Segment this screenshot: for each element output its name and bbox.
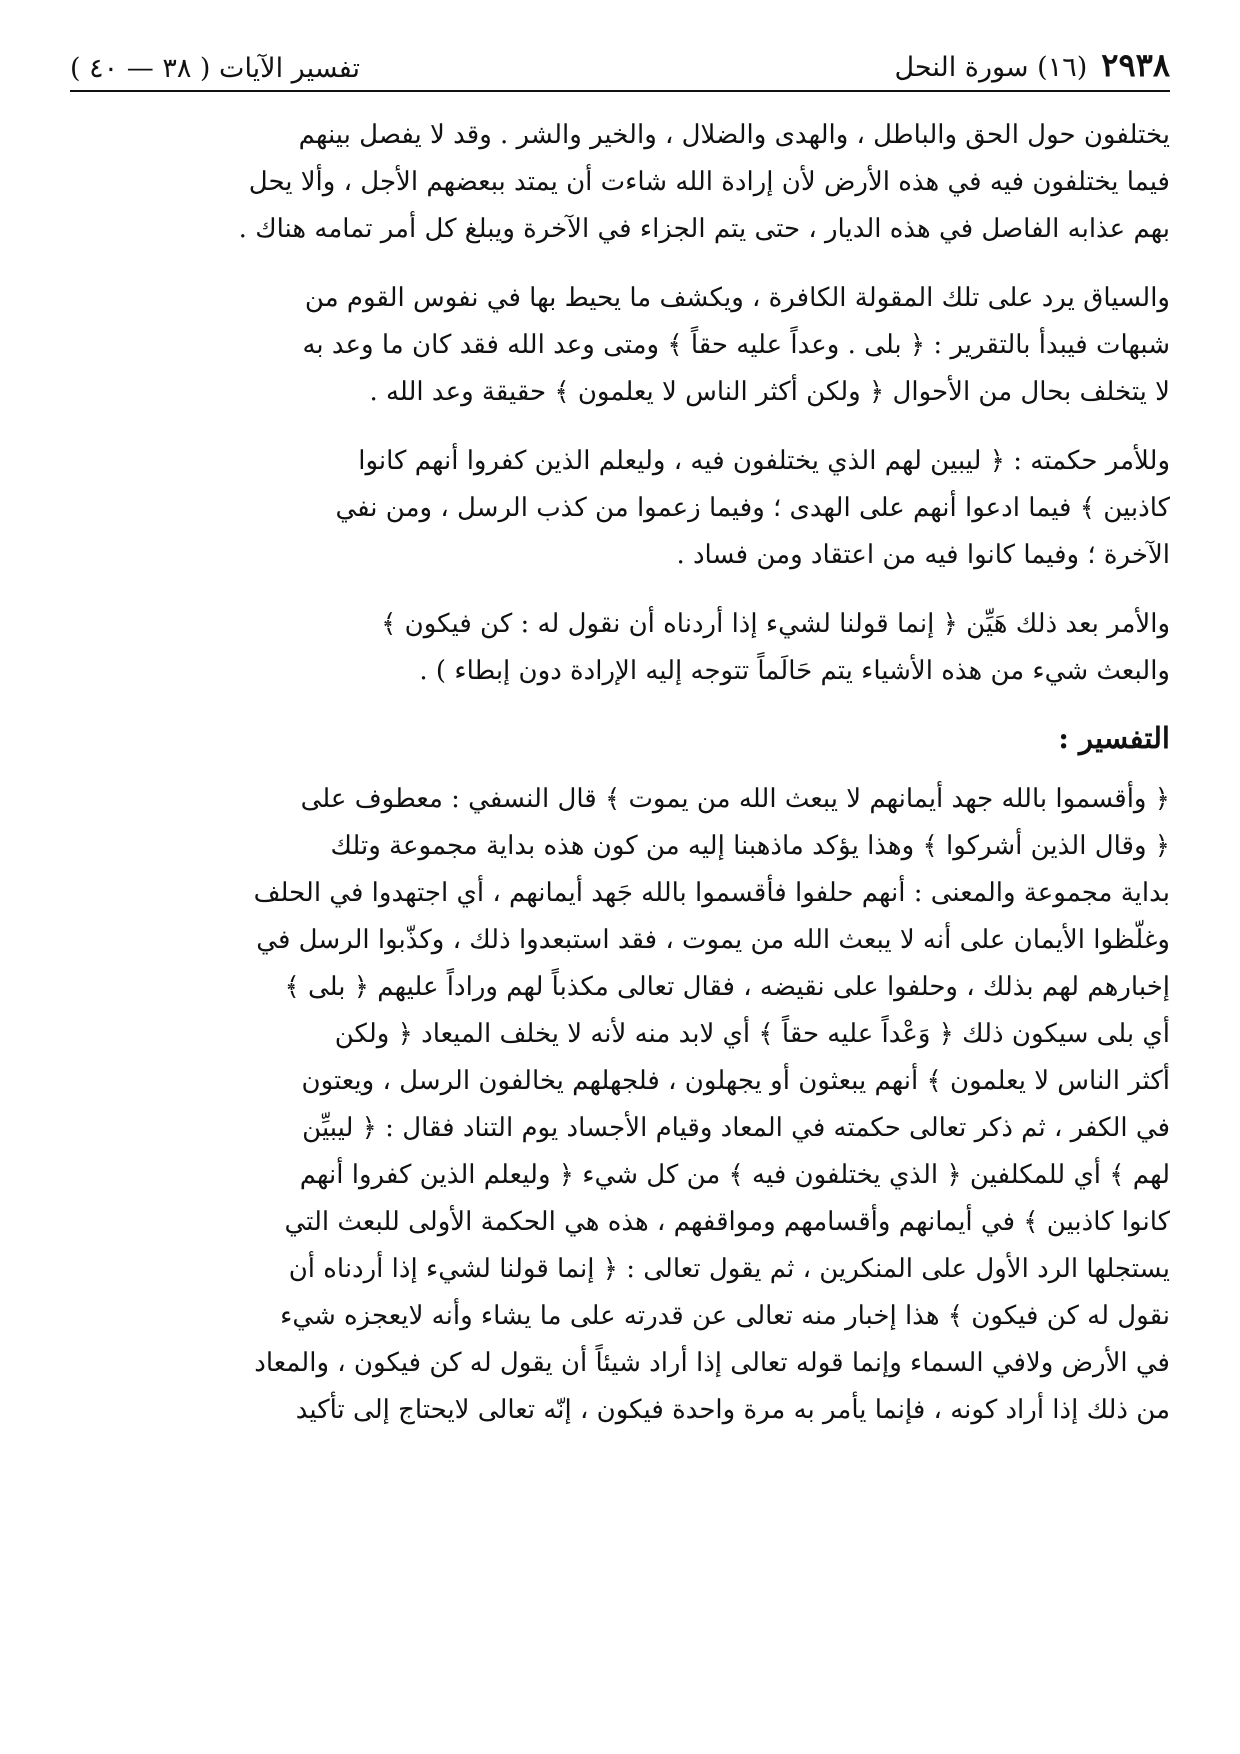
text-line: أي بلى سيكون ذلك ﴿ وَعْداً عليه حقاً ﴾ أي لابد منه لأنه لا يخلف الميعاد ﴿ ولكن [334, 1019, 1170, 1049]
text-line: كاذبين ﴾ فيما ادعوا أنهم على الهدى ؛ وفيما زعموا من كذب الرسل ، ومن نفي [335, 493, 1170, 523]
surah-title: (١٦) سورة النحل [894, 52, 1088, 83]
text-line: نقول له كن فيكون ﴾ هذا إخبار منه تعالى عن قدرته على ما يشاء وأنه لايعجزه شيء [280, 1301, 1170, 1331]
text-line: الآخرة ؛ وفيما كانوا فيه من اعتقاد ومن فساد . [676, 540, 1170, 570]
text-line: شبهات فيبدأ بالتقرير : ﴿ بلى . وعداً عليه حقاً ﴾ ومتى وعد الله فقد كان ما وعد به [302, 330, 1170, 360]
text-line: إخبارهم لهم بذلك ، وحلفوا على نقيضه ، فقال تعالى مكذباً لهم وراداً عليهم ﴿ بلى ﴾ [284, 972, 1170, 1002]
section-heading: التفسير : [1058, 721, 1170, 755]
text-line: وغلّظوا الأيمان على أنه لا يبعث الله من يموت ، فقد استبعدوا ذلك ، وكذّبوا الرسل في [256, 925, 1170, 955]
book-page [70, 36, 1170, 1434]
text-line: بهم عذابه الفاصل في هذه الديار ، حتى يتم الجزاء في الآخرة ويبلغ كل أمر تمامه هناك . [238, 214, 1170, 244]
text-line: لا يتخلف بحال من الأحوال ﴿ ولكن أكثر الناس لا يعلمون ﴾ حقيقة وعد الله . [369, 377, 1170, 407]
header-right [894, 46, 1170, 84]
text-line: ﴿ وأقسموا بالله جهد أيمانهم لا يبعث الله من يموت ﴾ قال النسفي : معطوف على [300, 784, 1170, 814]
page-header [70, 36, 1170, 92]
text-line: من ذلك إذا أراد كونه ، فإنما يأمر به مرة واحدة فيكون ، إنّه تعالى لايحتاج إلى تأكيد [295, 1395, 1170, 1425]
tafsir-paragraph [70, 776, 1170, 1434]
page-number: ٢٩٣٨ [1101, 46, 1170, 84]
text-line: يختلفون حول الحق والباطل ، والهدى والضلال ، والخير والشر . وقد لا يفصل بينهم [298, 120, 1170, 150]
text-line: وللأمر حكمته : ﴿ ليبين لهم الذي يختلفون فيه ، وليعلم الذين كفروا أنهم كانوا [358, 446, 1170, 476]
text-line: في الكفر ، ثم ذكر تعالى حكمته في المعاد وقيام الأجساد يوم التناد فقال : ﴿ ليبيِّن [302, 1113, 1170, 1143]
text-line: لهم ﴾ أي للمكلفين ﴿ الذي يختلفون فيه ﴾ من كل شيء ﴿ وليعلم الذين كفروا أنهم [299, 1160, 1170, 1190]
paragraph-1 [70, 112, 1170, 253]
text-line: ﴿ وقال الذين أشركوا ﴾ وهذا يؤكد ماذهبنا إليه من كون هذه بداية مجموعة وتلك [330, 831, 1170, 861]
text-line: والأمر بعد ذلك هَيِّن ﴿ إنما قولنا لشيء إذا أردناه أن نقول له : كن فيكون ﴾ [381, 609, 1170, 639]
text-line: والبعث شيء من هذه الأشياء يتم حَالَماً تتوجه إليه الإرادة دون إبطاء ) . [419, 656, 1170, 686]
verses-range: تفسير الآيات ( ٣٨ — ٤٠ ) [70, 53, 360, 84]
text-line: بداية مجموعة والمعنى : أنهم حلفوا فأقسموا بالله جَهد أيمانهم ، أي اجتهدوا في الحلف [253, 878, 1170, 908]
paragraph-4 [70, 601, 1170, 695]
text-line: في الأرض ولافي السماء وإنما قوله تعالى إذا أراد شيئاً أن يقول له كن فيكون ، والمعاد [254, 1348, 1170, 1378]
text-line: والسياق يرد على تلك المقولة الكافرة ، ويكشف ما يحيط بها في نفوس القوم من [304, 283, 1170, 313]
text-line: أكثر الناس لا يعلمون ﴾ أنهم يبعثون أو يجهلون ، فلجهلهم يخالفون الرسل ، ويعتون [301, 1066, 1170, 1096]
text-line: فيما يختلفون فيه في هذه الأرض لأن إرادة الله شاءت أن يمتد ببعضهم الأجل ، وألا يحل [248, 167, 1170, 197]
text-line: يستجلها الرد الأول على المنكرين ، ثم يقول تعالى : ﴿ إنما قولنا لشيء إذا أردناه أن [288, 1254, 1170, 1284]
paragraph-3 [70, 438, 1170, 579]
paragraph-2 [70, 275, 1170, 416]
text-line: كانوا كاذبين ﴾ في أيمانهم وأقسامهم ومواقفهم ، هذه هي الحكمة الأولى للبعث التي [284, 1207, 1170, 1237]
